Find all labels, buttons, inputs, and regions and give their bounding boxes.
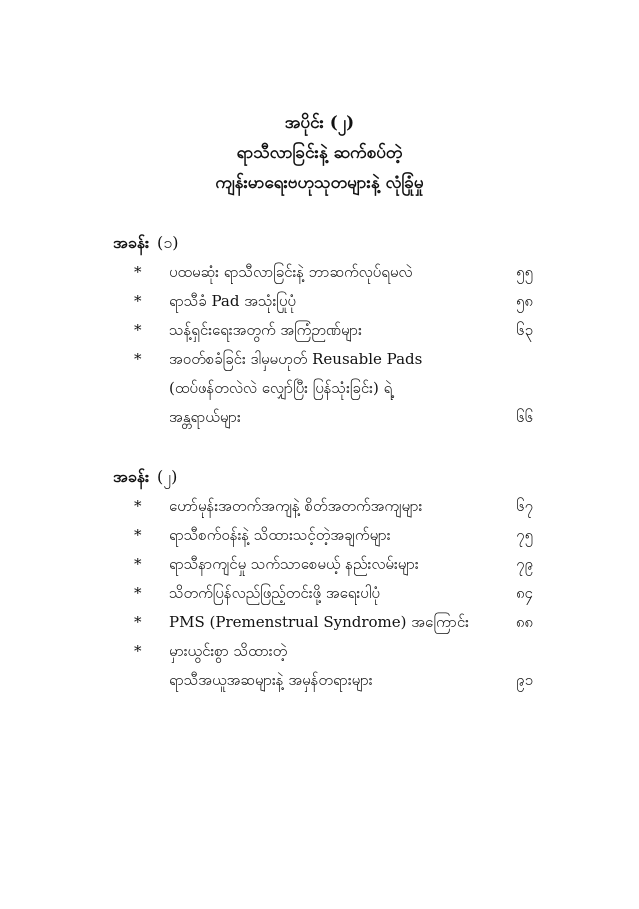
entry-title-line-2: (ထပ်ဖန်တလဲလဲ လျှော်ပြီး ပြန်သုံးခြင်း) ရဲ့	[169, 379, 393, 397]
entry-title: သိတက်ပြန်လည်ဖြည့်တင်းဖို့ အရေးပါပုံ	[169, 584, 380, 602]
entry-page-number: ၅၅	[516, 263, 533, 281]
entry-title-line-1: မှားယွင်းစွာ သိထားတဲ့	[169, 642, 288, 660]
asterisk-bullet-icon: *	[134, 497, 142, 515]
entry-title: သန့်ရှင်းရေးအတွက် အကြံဉာဏ်များ	[169, 321, 362, 339]
toc-entry[interactable]	[113, 608, 533, 637]
entry-title-line-1: အဝတ်စခံခြင်း ဒါမှမဟုတ် Reusable Pads	[169, 350, 423, 368]
toc-entry[interactable]	[113, 258, 533, 287]
part-title: အပိုင်း (၂)	[284, 113, 355, 133]
part-subtitle-line-2: ကျန်းမာရေးဗဟုသုတများနဲ့ လုံခြုံမှု	[215, 173, 424, 193]
entry-page-number: ၉၁	[516, 671, 533, 689]
chapter-number: (၂)	[157, 467, 178, 486]
asterisk-bullet-icon: *	[134, 263, 142, 281]
entry-title: ရာသီခံ Pad အသုံးပြုပုံ	[169, 292, 296, 310]
entry-page-number: ၇၉	[516, 555, 533, 573]
entry-page-number: ၈၄	[515, 584, 533, 602]
asterisk-bullet-icon: *	[134, 526, 142, 544]
chapter-2	[113, 462, 533, 695]
toc-entry[interactable]	[113, 345, 533, 432]
entry-page-number: ၆၆	[516, 408, 533, 426]
asterisk-bullet-icon: *	[134, 555, 142, 573]
entry-title: ပထမဆုံး ရာသီလာခြင်းနဲ့ ဘာဆက်လုပ်ရမလဲ	[169, 263, 413, 281]
chapter-1	[113, 228, 533, 432]
chapter-heading	[113, 228, 533, 258]
entry-title: ရာသီစက်ဝန်းနဲ့ သိထားသင့်တဲ့အချက်များ	[169, 526, 391, 544]
toc-entry[interactable]	[113, 521, 533, 550]
entry-title: ရာသီနာကျင်မှု သက်သာစေမယ့် နည်းလမ်းများ	[169, 555, 419, 573]
chapter-label: အခန်း	[113, 467, 150, 486]
entry-page-number: ၇၅	[516, 526, 533, 544]
asterisk-bullet-icon: *	[134, 613, 142, 631]
chapter-label: အခန်း	[113, 233, 150, 252]
asterisk-bullet-icon: *	[134, 321, 142, 339]
part-header	[0, 108, 639, 198]
toc-entry[interactable]	[113, 287, 533, 316]
toc-entry[interactable]	[113, 579, 533, 608]
entry-title: PMS (Premenstrual Syndrome) အကြောင်း	[169, 613, 469, 631]
toc-entry[interactable]	[113, 550, 533, 579]
entry-title-line-3: အန္တရာယ်များ	[169, 408, 241, 426]
entry-title-line-2: ရာသီအယူအဆများနဲ့ အမှန်တရားများ	[169, 671, 373, 689]
asterisk-bullet-icon: *	[134, 642, 142, 660]
asterisk-bullet-icon: *	[134, 292, 142, 310]
entry-page-number: ၈၈	[515, 613, 533, 631]
asterisk-bullet-icon: *	[134, 350, 142, 368]
chapter-number: (၁)	[157, 233, 179, 252]
toc-entry[interactable]	[113, 316, 533, 345]
entry-page-number: ၆၇	[516, 497, 533, 515]
entry-page-number: ၅၈	[515, 292, 533, 310]
chapter-heading	[113, 462, 533, 492]
entry-page-number: ၆၃	[516, 321, 533, 339]
toc-entry[interactable]	[113, 637, 533, 695]
entry-title: ဟော်မုန်းအတက်အကျနဲ့ စိတ်အတက်အကျများ	[169, 497, 423, 515]
asterisk-bullet-icon: *	[134, 584, 142, 602]
toc-entry[interactable]	[113, 492, 533, 521]
part-subtitle-line-1: ရာသီလာခြင်းနဲ့ ဆက်စပ်တဲ့	[236, 143, 403, 163]
